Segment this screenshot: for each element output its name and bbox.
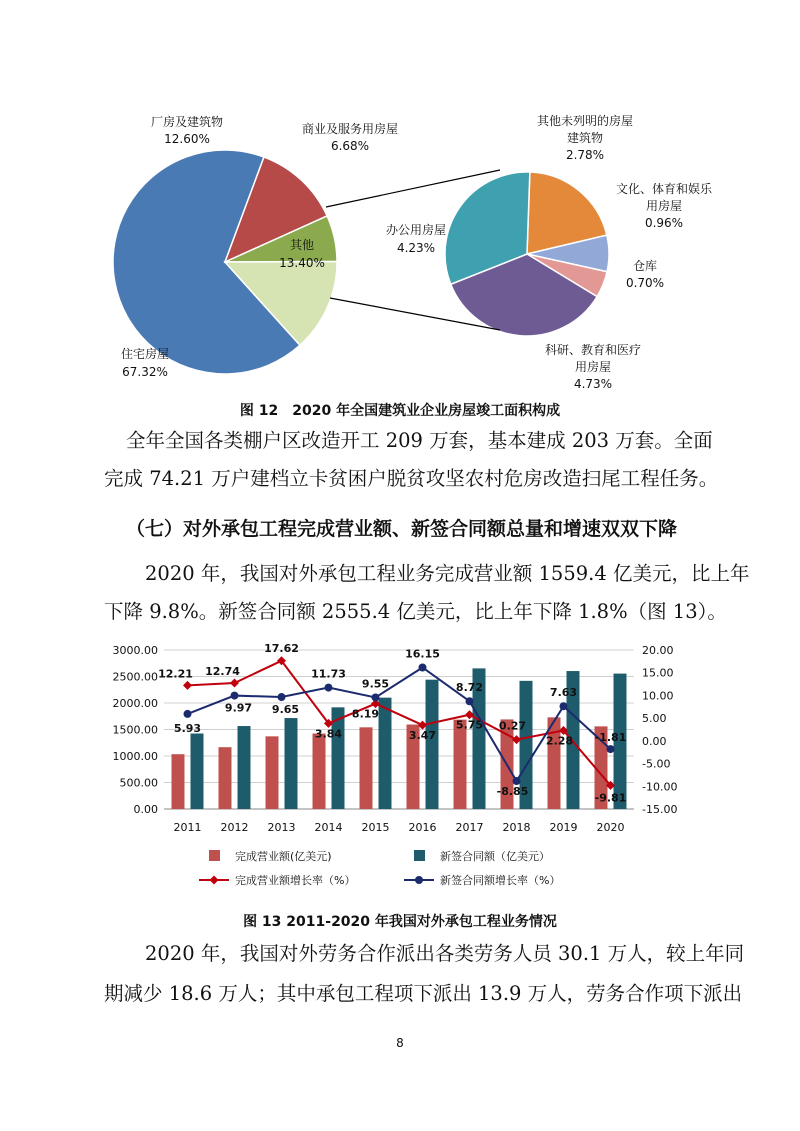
legend-label: 完成营业额增长率（%） bbox=[235, 874, 356, 887]
label-keyan-line1: 科研、教育和医疗 bbox=[544, 343, 641, 357]
left-axis-tick-label: 500.00 bbox=[119, 776, 158, 790]
bar-new-contract bbox=[191, 734, 204, 809]
revenue-growth-line bbox=[188, 661, 611, 786]
revenue-growth-data-label: 2.28 bbox=[545, 734, 574, 748]
right-axis-tick-label: -5.00 bbox=[642, 757, 671, 771]
contract-growth-data-label: 5.93 bbox=[173, 721, 202, 735]
contract-growth-point bbox=[325, 684, 333, 692]
contract-growth-data-label: 9.97 bbox=[224, 701, 253, 715]
contract-growth-point bbox=[466, 697, 474, 705]
bar-revenue bbox=[360, 727, 373, 809]
contract-growth-point bbox=[372, 693, 380, 701]
contract-growth-point bbox=[607, 745, 615, 753]
label-changfang bbox=[142, 114, 232, 148]
left-axis-tick-label: 3000.00 bbox=[112, 644, 158, 657]
label-wenhua-pct: 0.96% bbox=[644, 216, 684, 230]
right-axis-tick-label: 5.00 bbox=[642, 712, 667, 726]
contract-growth-point bbox=[231, 692, 239, 700]
legend-label: 新签合同额增长率（%） bbox=[440, 874, 561, 887]
bar-new-contract bbox=[238, 726, 251, 809]
revenue-growth-data-label: 0.27 bbox=[498, 719, 527, 733]
bar-new-contract bbox=[379, 698, 392, 809]
right-axis-tick-label: 20.00 bbox=[642, 644, 674, 657]
figure13-caption: 图 13 2011-2020 年我国对外承包工程业务情况 bbox=[243, 914, 557, 930]
x-axis-tick-label: 2015 bbox=[361, 821, 390, 834]
legend-label: 完成营业额(亿美元) bbox=[235, 850, 332, 863]
label-bangong-name: 办公用房屋 bbox=[385, 223, 446, 237]
sub-pie bbox=[445, 172, 609, 336]
label-wenhua-line1: 文化、体育和娱乐 bbox=[615, 182, 712, 196]
label-qita-weilieming bbox=[520, 113, 650, 164]
label-keyan-line2: 用房屋 bbox=[574, 360, 611, 374]
x-axis-tick-label: 2013 bbox=[267, 821, 296, 834]
contract-growth-point bbox=[278, 693, 286, 701]
label-changfang-pct: 12.60% bbox=[164, 132, 210, 146]
label-keyan bbox=[528, 342, 658, 393]
x-axis-tick-label: 2017 bbox=[455, 821, 484, 834]
label-qita-weilieming-line2: 建筑物 bbox=[566, 131, 603, 145]
figure12-caption: 图 12 2020 年全国建筑业企业房屋竣工面积构成 bbox=[239, 403, 561, 419]
legend-swatch bbox=[209, 850, 220, 861]
contract-growth-point bbox=[513, 777, 521, 785]
paragraph-2-line-1: 2020 年，我国对外承包工程业务完成营业额 1559.4 亿美元，比上年 bbox=[145, 562, 750, 585]
label-cangku-pct: 0.70% bbox=[625, 276, 665, 290]
label-zhuzhai-pct: 67.32% bbox=[122, 365, 168, 379]
right-axis-tick-label: -10.00 bbox=[642, 780, 678, 794]
label-shangye-pct: 6.68% bbox=[330, 139, 370, 153]
paragraph-2-line-2: 下降 9.8%。新签合同额 2555.4 亿美元，比上年下降 1.8%（图 13）。 bbox=[104, 600, 727, 623]
contract-growth-point bbox=[184, 710, 192, 718]
label-keyan-pct: 4.73% bbox=[573, 377, 613, 391]
left-axis-tick-label: 2500.00 bbox=[112, 670, 158, 684]
revenue-growth-data-label: 3.47 bbox=[408, 729, 437, 743]
label-qita-pct: 13.40% bbox=[279, 256, 325, 270]
revenue-growth-data-label: 12.74 bbox=[205, 664, 240, 678]
label-zhuzhai bbox=[110, 345, 180, 381]
figure13-combo-chart bbox=[104, 638, 704, 898]
label-qita bbox=[272, 236, 332, 272]
bar-revenue bbox=[219, 747, 232, 809]
label-bangong bbox=[376, 221, 456, 257]
contract-growth-data-label: 9.65 bbox=[271, 703, 300, 717]
contract-growth-point bbox=[560, 702, 568, 710]
revenue-growth-data-label: 8.19 bbox=[351, 707, 380, 721]
right-axis-tick-label: 0.00 bbox=[642, 734, 667, 748]
label-cangku bbox=[620, 258, 670, 292]
revenue-growth-point bbox=[183, 681, 192, 690]
legend-marker bbox=[415, 876, 423, 884]
right-axis-tick-label: -15.00 bbox=[642, 803, 678, 816]
label-shangye bbox=[290, 121, 410, 155]
x-axis-tick-label: 2011 bbox=[173, 821, 202, 834]
legend-marker bbox=[210, 876, 219, 885]
page-number: 8 bbox=[396, 1036, 404, 1050]
legend-swatch bbox=[414, 850, 425, 861]
right-axis-tick-label: 10.00 bbox=[642, 689, 674, 703]
revenue-growth-data-label: 3.84 bbox=[314, 727, 343, 741]
contract-growth-line bbox=[188, 664, 611, 781]
label-qita-name: 其他 bbox=[289, 238, 314, 252]
label-zhuzhai-name: 住宅房屋 bbox=[120, 347, 169, 361]
contract-growth-data-label: 11.73 bbox=[311, 667, 346, 681]
bar-revenue bbox=[313, 734, 326, 809]
left-axis-tick-label: 0.00 bbox=[133, 803, 158, 816]
contract-growth-data-label: 8.72 bbox=[455, 681, 484, 695]
revenue-growth-data-label: 12.21 bbox=[158, 667, 193, 681]
revenue-growth-data-label: 5.75 bbox=[455, 718, 484, 732]
label-changfang-name: 厂房及建筑物 bbox=[150, 115, 223, 129]
x-axis-tick-label: 2012 bbox=[220, 821, 249, 834]
label-cangku-name: 仓库 bbox=[632, 259, 657, 273]
contract-growth-point bbox=[419, 663, 427, 671]
paragraph-3-line-2: 期减少 18.6 万人；其中承包工程项下派出 13.9 万人，劳务合作项下派出 bbox=[104, 982, 743, 1005]
x-axis-tick-label: 2016 bbox=[408, 821, 437, 834]
x-axis-tick-label: 2019 bbox=[549, 821, 578, 834]
contract-growth-data-label: -1.81 bbox=[594, 731, 627, 745]
label-qita-weilieming-line1: 其他未列明的房屋 bbox=[536, 114, 633, 128]
revenue-growth-point bbox=[230, 678, 239, 687]
bar-new-contract bbox=[332, 707, 345, 809]
revenue-growth-data-label: -9.81 bbox=[594, 791, 627, 805]
bar-new-contract bbox=[285, 718, 298, 809]
section-heading-7: （七）对外承包工程完成营业额、新签合同额总量和增速双双下降 bbox=[126, 518, 678, 540]
bar-revenue bbox=[454, 720, 467, 809]
label-wenhua-line2: 用房屋 bbox=[645, 199, 682, 213]
paragraph-3-line-1: 2020 年，我国对外劳务合作派出各类劳务人员 30.1 万人，较上年同 bbox=[145, 942, 745, 965]
left-axis-tick-label: 2000.00 bbox=[112, 697, 158, 710]
label-wenhua bbox=[604, 181, 724, 232]
left-axis-tick-label: 1000.00 bbox=[112, 750, 158, 763]
bar-new-contract bbox=[426, 680, 439, 809]
left-axis-tick-label: 1500.00 bbox=[112, 723, 158, 737]
bar-revenue bbox=[266, 736, 279, 809]
label-bangong-pct: 4.23% bbox=[396, 241, 436, 255]
legend-label: 新签合同额（亿美元） bbox=[440, 850, 550, 863]
x-axis-tick-label: 2014 bbox=[314, 821, 343, 834]
paragraph-1-line-1: 全年全国各类棚户区改造开工 209 万套，基本建成 203 万套。全面 bbox=[126, 429, 713, 452]
contract-growth-data-label: 16.15 bbox=[405, 647, 440, 661]
paragraph-1-line-2: 完成 74.21 万户建档立卡贫困户脱贫攻坚农村危房改造扫尾工程任务。 bbox=[104, 467, 719, 490]
contract-growth-data-label: 7.63 bbox=[549, 686, 578, 700]
label-shangye-name: 商业及服务用房屋 bbox=[301, 122, 398, 136]
bar-revenue bbox=[172, 754, 185, 809]
label-qita-weilieming-pct: 2.78% bbox=[565, 148, 605, 162]
x-axis-tick-label: 2018 bbox=[502, 821, 531, 834]
right-axis-tick-label: 15.00 bbox=[642, 666, 674, 680]
contract-growth-data-label: 9.55 bbox=[361, 677, 390, 691]
contract-growth-data-label: -8.85 bbox=[496, 785, 529, 799]
x-axis-tick-label: 2020 bbox=[596, 821, 625, 834]
revenue-growth-data-label: 17.62 bbox=[264, 641, 299, 655]
